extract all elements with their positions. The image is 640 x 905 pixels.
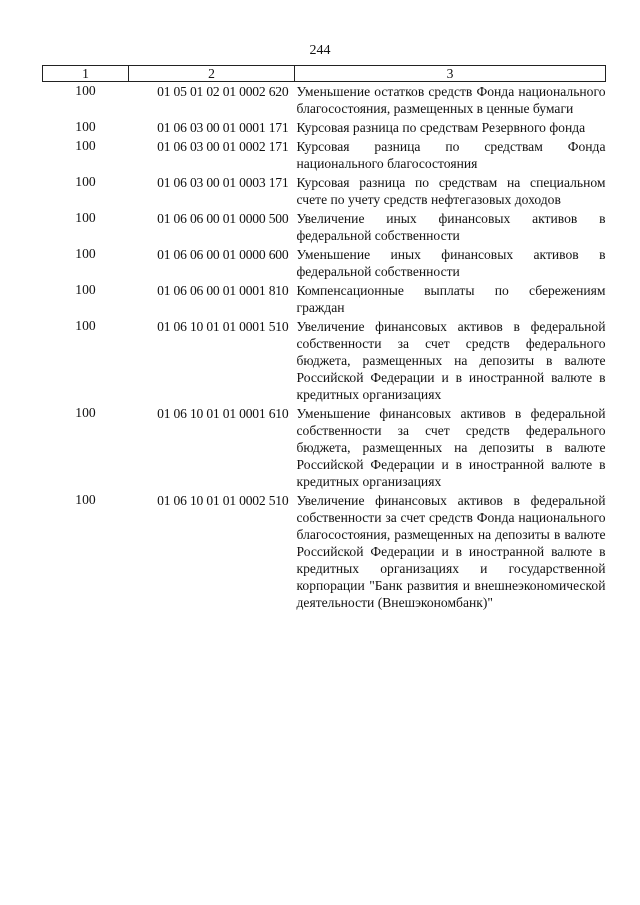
admin-code-cell: 100: [75, 83, 96, 98]
classification-code-cell: 01 06 06 00 01 0001 810: [157, 283, 289, 298]
classification-code-cell: 01 05 01 02 01 0002 620: [157, 84, 289, 99]
classification-code-cell: 01 06 06 00 01 0000 500: [157, 211, 289, 226]
table-row: [43, 281, 606, 317]
admin-code-cell: 100: [75, 174, 96, 189]
description-cell: Курсовая разница по средствам Резервного фонда: [296, 120, 586, 135]
description-cell: Увеличение финансовых активов в федеральной собственности за счет средств федерального бюджета, размещенных на депозиты в валюте Российской Федерации и в иностранной валюте в кредитных организациях: [296, 319, 606, 402]
description-cell: Уменьшение остатков средств Фонда национального благосостояния, размещенных в ценные бумаги: [296, 84, 606, 116]
classification-code-cell: 01 06 03 00 01 0003 171: [157, 175, 289, 190]
table-row: [43, 118, 606, 137]
page-number: 244: [309, 43, 331, 58]
header-row: [43, 66, 606, 82]
description-cell: Курсовая разница по средствам на специальном счете по учету средств нефтегазовых доходов: [296, 175, 606, 207]
classification-code-cell: 01 06 10 01 01 0001 610: [157, 406, 289, 421]
table-row: [43, 491, 606, 612]
description-cell: Увеличение иных финансовых активов в федеральной собственности: [296, 211, 606, 243]
classification-code-cell: 01 06 03 00 01 0001 171: [157, 120, 289, 135]
description-cell: Уменьшение иных финансовых активов в федеральной собственности: [296, 247, 606, 279]
table-row: [43, 209, 606, 245]
table-row: [43, 245, 606, 281]
classification-code-cell: 01 06 10 01 01 0001 510: [157, 319, 289, 334]
admin-code-cell: 100: [75, 492, 96, 507]
classification-code-cell: 01 06 10 01 01 0002 510: [157, 493, 289, 508]
description-cell: Уменьшение финансовых активов в федеральной собственности за счет средств федерального бюджета, размещенных на депозиты в валюте Российской Федерации и в иностранной валюте в кредитных организациях: [296, 406, 606, 489]
admin-code-cell: 100: [75, 405, 96, 420]
admin-code-cell: 100: [75, 282, 96, 297]
classification-code-cell: 01 06 03 00 01 0002 171: [157, 139, 289, 154]
admin-code-cell: 100: [75, 119, 96, 134]
column-header-3: 3: [295, 66, 606, 82]
table-row: [43, 137, 606, 173]
description-cell: Увеличение финансовых активов в федеральной собственности за счет средств Фонда национального благосостояния, размещенных на депозиты в валюте Российской Федерации и в иностранной валюте в кредитных организациях и государственной корпорации "Банк развития и внешнеэкономической деятельности (Внешэкономбанк)": [296, 493, 606, 610]
budget-classification-table: [42, 65, 606, 612]
admin-code-cell: 100: [75, 318, 96, 333]
admin-code-cell: 100: [75, 210, 96, 225]
classification-code-cell: 01 06 06 00 01 0000 600: [157, 247, 289, 262]
column-header-1: 1: [43, 66, 129, 82]
admin-code-cell: 100: [75, 246, 96, 261]
table-body: [43, 82, 606, 613]
admin-code-cell: 100: [75, 138, 96, 153]
table-row: [43, 82, 606, 119]
table-header: [43, 66, 606, 82]
table-row: [43, 317, 606, 404]
column-header-2: 2: [129, 66, 295, 82]
description-cell: Компенсационные выплаты по сбережениям граждан: [296, 283, 606, 315]
description-cell: Курсовая разница по средствам Фонда национального благосостояния: [296, 139, 606, 171]
table-row: [43, 404, 606, 491]
table-row: [43, 173, 606, 209]
